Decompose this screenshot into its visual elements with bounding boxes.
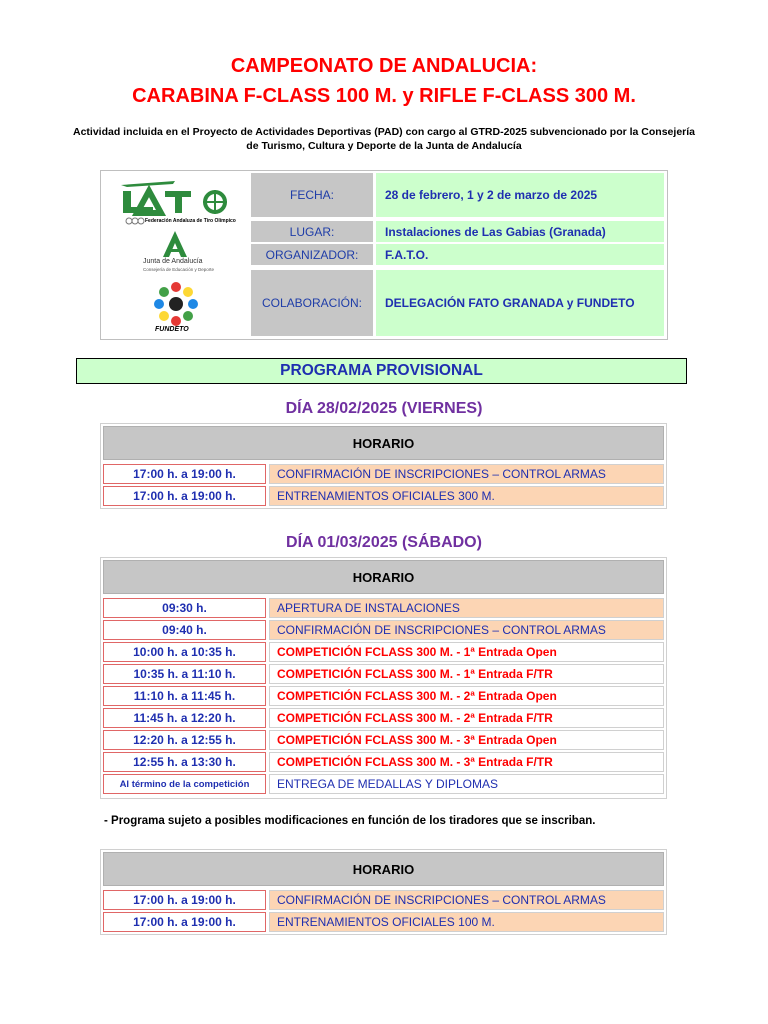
info-row-colaboracion [251,270,664,336]
table-row [103,890,664,910]
event-info-box [100,170,668,340]
time-cell: 17:00 h. a 19:00 h. [103,486,266,506]
table-row [103,686,664,706]
activity-cell: COMPETICIÓN FCLASS 300 M. - 2ª Entrada F/TR [269,708,664,728]
fundeto-emblem [141,281,211,327]
table-row [103,912,664,932]
time-cell: 09:30 h. [103,598,266,618]
junta-andalucia-caption: Consejería de Educación y Deporte [143,267,215,272]
fundeto-name: FUNDETO [155,326,189,333]
time-cell: 17:00 h. a 19:00 h. [103,464,266,484]
time-cell: 11:10 h. a 11:45 h. [103,686,266,706]
time-cell: 11:45 h. a 12:20 h. [103,708,266,728]
logos-panel [101,171,246,339]
activity-cell: COMPETICIÓN FCLASS 300 M. - 1ª Entrada Open [269,642,664,662]
schedule-day-2 [100,557,667,799]
time-cell: Al término de la competición [103,774,266,794]
time-cell: 12:55 h. a 13:30 h. [103,752,266,772]
junta-andalucia-name: Junta de Andalucía [143,258,203,265]
programa-provisional-title: PROGRAMA PROVISIONAL [76,358,687,384]
activity-cell: ENTRENAMIENTOS OFICIALES 100 M. [269,912,664,932]
info-label: ORGANIZADOR: [251,244,373,265]
page-title-line-2: CARABINA F-CLASS 100 M. y RIFLE F-CLASS 300 M. [132,85,636,107]
table-row [103,730,664,750]
info-value: Instalaciones de Las Gabias (Granada) [376,221,664,242]
table-row [103,708,664,728]
time-cell: 17:00 h. a 19:00 h. [103,912,266,932]
info-label: LUGAR: [251,221,373,242]
junta-andalucia-emblem [115,229,235,259]
activity-cell: COMPETICIÓN FCLASS 300 M. - 2ª Entrada Open [269,686,664,706]
time-cell: 10:00 h. a 10:35 h. [103,642,266,662]
table-row [103,752,664,772]
time-cell: 17:00 h. a 19:00 h. [103,890,266,910]
info-row-lugar [251,221,664,242]
info-row-fecha [251,173,664,217]
info-row-organizador [251,244,664,265]
day-2-title: DÍA 01/03/2025 (SÁBADO) [286,534,482,551]
info-label: COLABORACIÓN: [251,270,373,336]
table-row [103,664,664,684]
activity-cell: CONFIRMACIÓN DE INSCRIPCIONES – CONTROL ARMAS [269,464,664,484]
info-label: FECHA: [251,173,373,217]
subtitle [60,125,708,153]
time-cell: 09:40 h. [103,620,266,640]
info-value: DELEGACIÓN FATO GRANADA y FUNDETO [376,270,664,336]
info-value: 28 de febrero, 1 y 2 de marzo de 2025 [376,173,664,217]
schedule-header: HORARIO [103,426,664,460]
activity-cell: CONFIRMACIÓN DE INSCRIPCIONES – CONTROL ARMAS [269,890,664,910]
activity-cell: CONFIRMACIÓN DE INSCRIPCIONES – CONTROL ARMAS [269,620,664,640]
junta-andalucia-logo [115,229,235,279]
fato-logo-caption: Federación Andaluza de Tiro Olímpico [145,218,236,224]
info-value: F.A.T.O. [376,244,664,265]
table-row [103,642,664,662]
table-row [103,774,664,794]
subtitle-line-1: Actividad incluida en el Proyecto de Actividades Deportivas (PAD) con cargo al GTRD-2025 subvencionado por la Consejería [73,126,695,138]
time-cell: 10:35 h. a 11:10 h. [103,664,266,684]
subtitle-line-2: de Turismo, Cultura y Deporte de la Junta de Andalucía [246,140,522,152]
fundeto-logo [141,281,211,337]
table-row [103,620,664,640]
table-row [103,486,664,506]
schedule-note: - Programa sujeto a posibles modificaciones en función de los tiradores que se inscriban. [104,815,596,827]
activity-cell: APERTURA DE INSTALACIONES [269,598,664,618]
schedule-day-1 [100,423,667,509]
table-row [103,598,664,618]
activity-cell: ENTREGA DE MEDALLAS Y DIPLOMAS [269,774,664,794]
day-1-title: DÍA 28/02/2025 (VIERNES) [285,400,483,417]
activity-cell: COMPETICIÓN FCLASS 300 M. - 3ª Entrada Open [269,730,664,750]
time-cell: 12:20 h. a 12:55 h. [103,730,266,750]
activity-cell: COMPETICIÓN FCLASS 300 M. - 3ª Entrada F/TR [269,752,664,772]
schedule-header: HORARIO [103,560,664,594]
activity-cell: ENTRENAMIENTOS OFICIALES 300 M. [269,486,664,506]
activity-cell: COMPETICIÓN FCLASS 300 M. - 1ª Entrada F/TR [269,664,664,684]
page-title-line-1: CAMPEONATO DE ANDALUCIA: [230,55,538,77]
table-row [103,464,664,484]
schedule-header: HORARIO [103,852,664,886]
fato-logo [115,177,235,227]
schedule-day-3 [100,849,667,935]
